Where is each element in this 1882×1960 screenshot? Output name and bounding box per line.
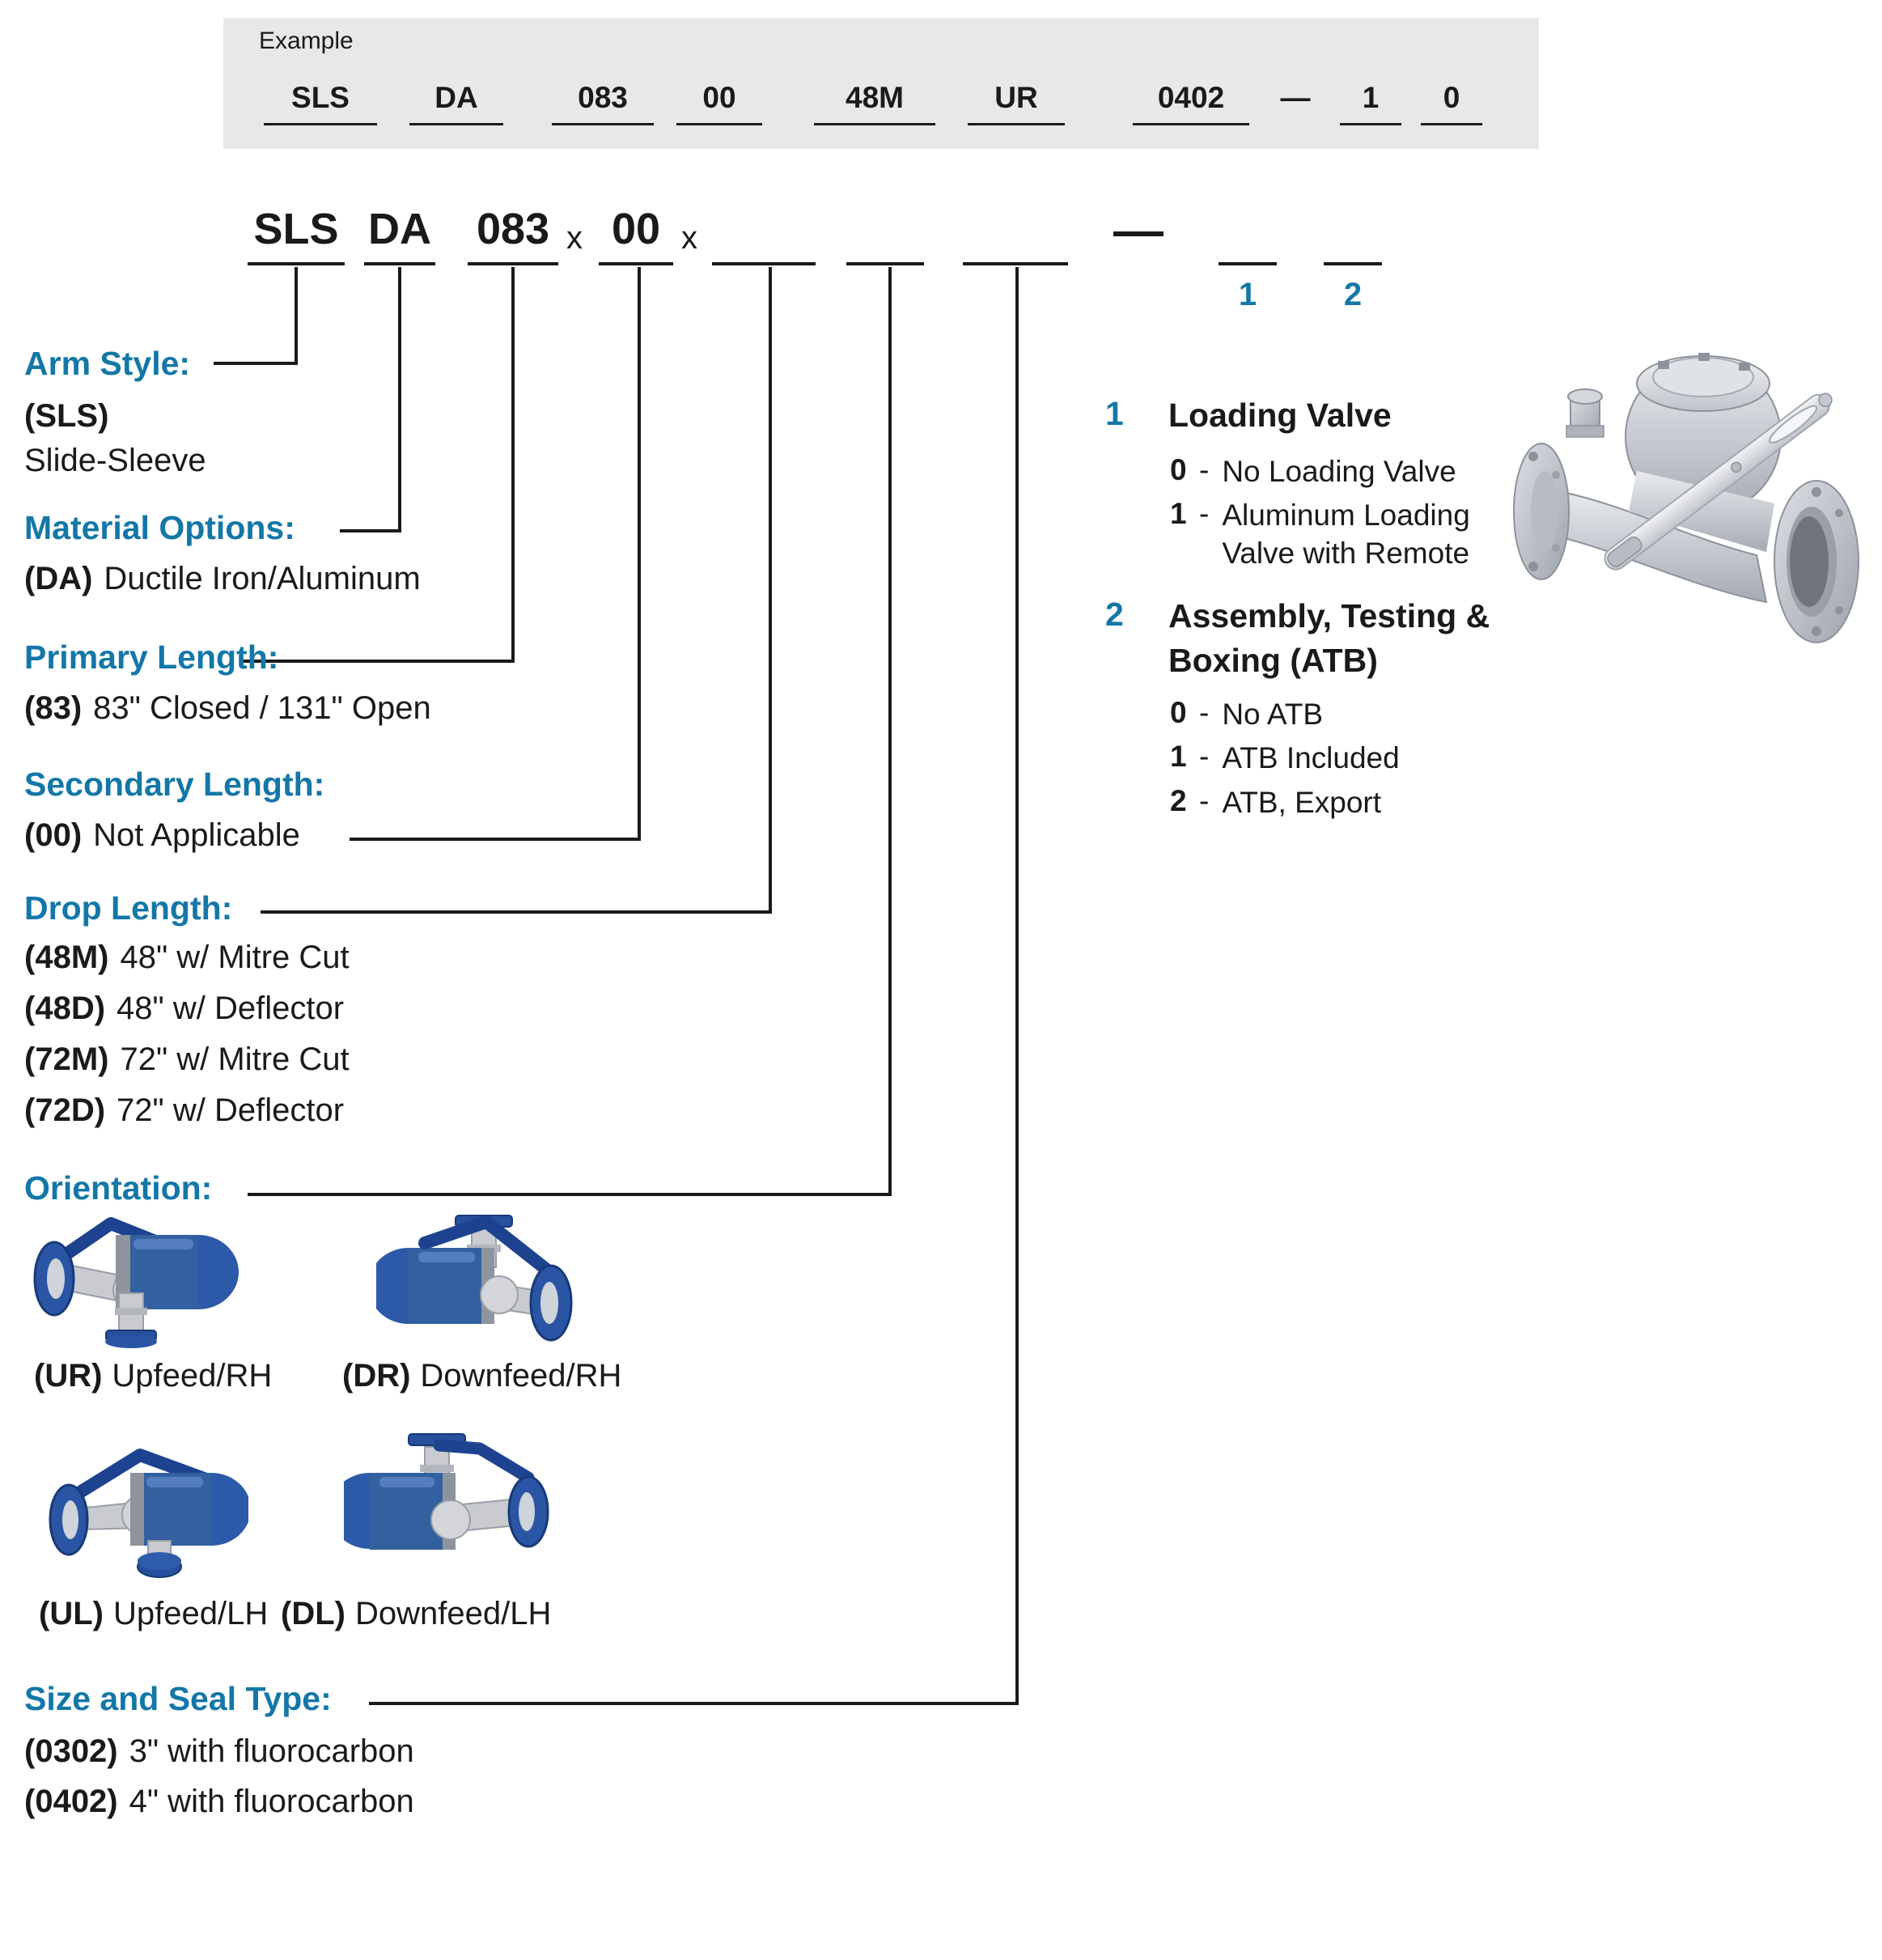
secondary-length-option [24, 817, 300, 854]
atb-title: Assembly, Testing & Boxing (ATB) [1168, 597, 1490, 679]
secondary-length-code: (00) [24, 817, 83, 853]
example-label: Example [259, 28, 354, 54]
option-dash: - [1199, 497, 1210, 530]
primary-length-desc: 83" Closed / 131" Open [93, 690, 431, 726]
loading-valve-title: Loading Valve [1168, 397, 1392, 434]
atb-opt1-desc: ATB Included [1222, 741, 1400, 774]
leader-vertical-orientation [888, 267, 892, 1196]
builder-blank-size-seal [963, 204, 1068, 265]
atb-opt0-code: 0 [1170, 696, 1187, 729]
arm-style-desc: Slide-Sleeve [24, 443, 206, 478]
builder-separator-x2: x [681, 220, 697, 256]
atb-opt2-desc: ATB, Export [1222, 786, 1382, 819]
example-code-orientation: UR [968, 81, 1065, 125]
size-seal-option-0302 [24, 1733, 414, 1770]
drop-length-option-48d [24, 991, 344, 1027]
size-seal-option-0402 [24, 1784, 414, 1820]
loading-valve-option-0 [1170, 453, 1489, 491]
drop-48d-code: (48D) [24, 991, 106, 1026]
drop-length-option-72m [24, 1042, 350, 1078]
orientation-downfeed-lh-label [281, 1596, 551, 1632]
leader-vertical-size-seal [1015, 267, 1019, 1705]
loading-valve-option-1 [1170, 497, 1489, 572]
material-desc: Ductile Iron/Aluminum [104, 561, 421, 596]
secondary-length-desc: Not Applicable [93, 817, 300, 853]
builder-blank-orientation [846, 204, 924, 265]
drop-48m-desc: 48" w/ Mitre Cut [120, 940, 350, 975]
atb-option-2 [1170, 784, 1489, 822]
orientation-downfeed-rh-image [376, 1206, 585, 1355]
secondary-length-title: Secondary Length: [24, 766, 325, 803]
builder-ref-2: 2 [1343, 277, 1363, 312]
loading-valve-opt0-desc: No Loading Valve [1222, 455, 1456, 488]
atb-num: 2 [1105, 596, 1124, 633]
orientation-ul-desc: Upfeed/LH [112, 1596, 269, 1631]
size-seal-title: Size and Seal Type: [24, 1680, 332, 1717]
orientation-dr-code: (DR) [342, 1358, 411, 1394]
builder-blank-drop [712, 204, 816, 265]
option-dash: - [1199, 784, 1210, 817]
leader-horizontal-orientation [248, 1193, 892, 1196]
material-title: Material Options: [24, 509, 295, 546]
atb-opt2-code: 2 [1170, 784, 1187, 817]
loading-valve-photo [1499, 301, 1882, 651]
material-code: (DA) [24, 561, 93, 596]
option-dash: - [1199, 740, 1210, 773]
arm-style-code: (SLS) [24, 398, 109, 434]
drop-72m-desc: 72" w/ Mitre Cut [120, 1042, 350, 1077]
drop-length-option-72d [24, 1092, 344, 1129]
example-code-drop: 48M [814, 81, 935, 125]
builder-code-secondary: 00 [599, 204, 673, 265]
orientation-title: Orientation: [24, 1169, 213, 1207]
loading-valve-num: 1 [1105, 395, 1124, 432]
leader-vertical-material [398, 267, 401, 532]
example-code-loading-valve: 1 [1340, 81, 1401, 125]
size-seal-0302-desc: 3" with fluorocarbon [129, 1733, 414, 1769]
orientation-dl-code: (DL) [281, 1596, 345, 1631]
orientation-ur-code: (UR) [34, 1358, 103, 1394]
loading-valve-opt1-desc: Aluminum Loading Valve with Remote [1222, 498, 1470, 570]
primary-length-title: Primary Length: [24, 638, 279, 676]
builder-dash [1113, 231, 1164, 236]
example-code-material: DA [409, 81, 503, 125]
builder-code-primary: 083 [468, 204, 558, 265]
leader-horizontal-drop [261, 910, 772, 914]
builder-blank-loading-valve [1219, 204, 1277, 265]
option-dash: - [1199, 453, 1210, 486]
drop-72d-desc: 72" w/ Deflector [117, 1092, 345, 1128]
builder-separator-x1: x [566, 220, 583, 256]
primary-length-option [24, 690, 431, 727]
drop-48d-desc: 48" w/ Deflector [117, 991, 345, 1026]
leader-horizontal-material [340, 529, 401, 532]
leader-vertical-secondary [638, 267, 641, 841]
orientation-upfeed-lh-label [39, 1596, 268, 1632]
leader-vertical-primary [511, 267, 515, 663]
drop-72m-code: (72M) [24, 1042, 109, 1077]
leader-vertical-drop [769, 267, 772, 914]
example-code-secondary: 00 [676, 81, 762, 125]
builder-ref-1: 1 [1238, 277, 1257, 312]
primary-length-code: (83) [24, 690, 83, 726]
arm-style-title: Arm Style: [24, 345, 191, 382]
builder-blank-atb [1324, 204, 1382, 265]
orientation-ur-desc: Upfeed/RH [112, 1358, 273, 1394]
leader-horizontal-size-seal [369, 1702, 1019, 1705]
builder-code-material: DA [364, 204, 435, 265]
example-code-arm-style: SLS [264, 81, 377, 125]
size-seal-0402-desc: 4" with fluorocarbon [129, 1784, 414, 1819]
leader-horizontal-primary [239, 660, 515, 663]
atb-opt1-code: 1 [1170, 740, 1187, 773]
drop-72d-code: (72D) [24, 1092, 106, 1128]
size-seal-0302-code: (0302) [24, 1733, 118, 1769]
orientation-ul-code: (UL) [39, 1596, 104, 1631]
orientation-dr-desc: Downfeed/RH [420, 1358, 622, 1394]
example-code-dash: — [1280, 81, 1311, 114]
size-seal-0402-code: (0402) [24, 1784, 118, 1819]
drop-48m-code: (48M) [24, 940, 109, 975]
loading-valve-opt1-code: 1 [1170, 497, 1187, 530]
option-dash: - [1199, 696, 1210, 729]
leader-horizontal-arm-style [214, 362, 298, 365]
drop-length-option-48m [24, 940, 350, 976]
orientation-upfeed-lh-image [45, 1445, 248, 1581]
example-code-size-seal: 0402 [1133, 81, 1249, 125]
loading-valve-opt0-code: 0 [1170, 453, 1187, 486]
atb-option-1 [1170, 740, 1489, 778]
orientation-downfeed-lh-image [344, 1424, 561, 1581]
leader-horizontal-secondary [350, 838, 641, 841]
atb-opt0-desc: No ATB [1222, 698, 1324, 731]
example-code-primary: 083 [552, 81, 654, 125]
builder-code-arm-style: SLS [248, 204, 345, 265]
orientation-upfeed-rh-label [34, 1358, 272, 1394]
drop-length-title: Drop Length: [24, 889, 233, 927]
orientation-dl-desc: Downfeed/LH [354, 1596, 552, 1631]
orientation-downfeed-rh-label [342, 1358, 621, 1394]
leader-vertical-arm-style [295, 267, 298, 365]
example-code-atb: 0 [1421, 81, 1482, 125]
orientation-upfeed-rh-image [28, 1211, 245, 1355]
atb-option-0 [1170, 696, 1489, 734]
material-option [24, 561, 421, 597]
